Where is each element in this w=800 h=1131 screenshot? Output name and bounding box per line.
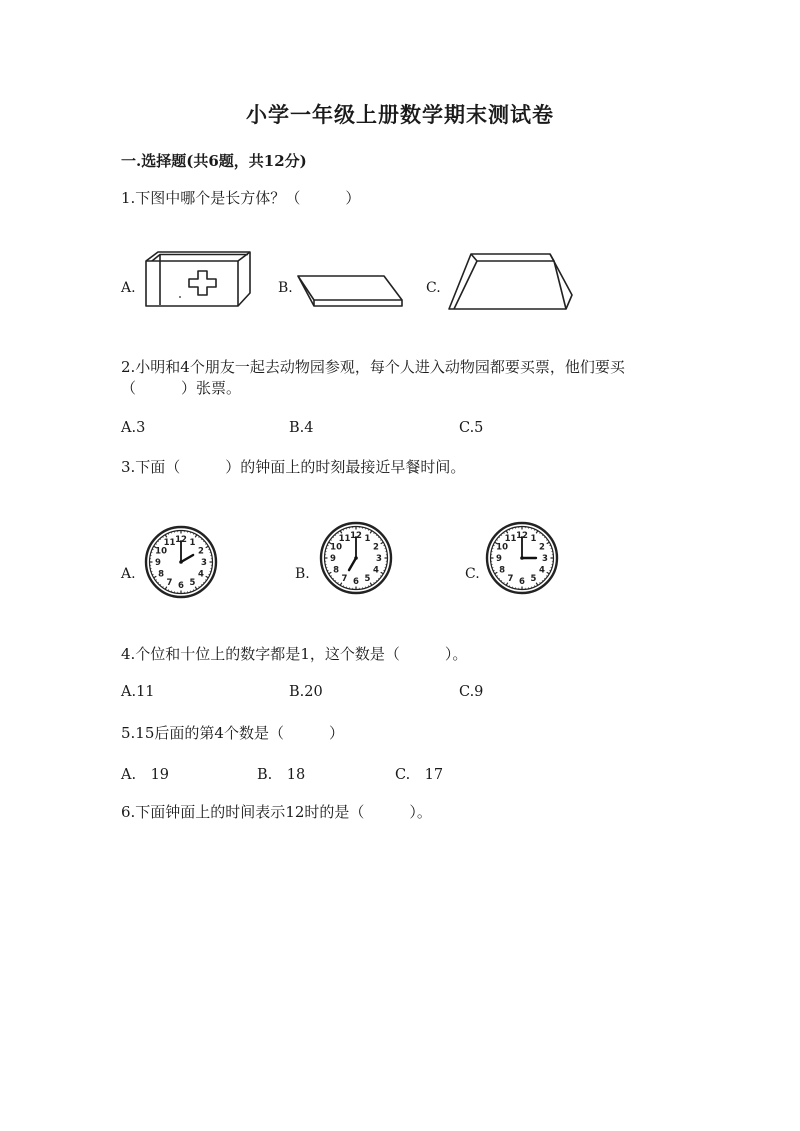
clock-number: 6 — [353, 577, 359, 587]
clock-icon — [320, 522, 392, 594]
clock-number: 8 — [158, 569, 165, 580]
clock-number: 1 — [189, 538, 196, 549]
clock-number: 9 — [155, 558, 161, 568]
q4-option-c: C.9 — [459, 684, 484, 700]
clock-icon — [145, 526, 217, 598]
clock-number: 4 — [538, 565, 545, 576]
clock-number: 7 — [341, 573, 348, 584]
clock-number: 4 — [197, 569, 204, 580]
question-2-line-1: 2.小明和4个朋友一起去动物园参观，每个人进入动物园都要买票，他们要买 — [121, 358, 625, 376]
clock-number: 11 — [338, 534, 351, 545]
clock-number: 2 — [197, 546, 204, 557]
question-2-line-2: （ ）张票。 — [121, 379, 242, 397]
question-2-text — [121, 357, 681, 399]
clock-number: 9 — [496, 554, 502, 564]
clock-number: 9 — [330, 554, 336, 564]
q3-option-c-label: C. — [465, 566, 480, 582]
clock-number: 1 — [530, 534, 537, 545]
question-6-text: 6.下面钟面上的时间表示12时的是（ ）。 — [121, 803, 432, 821]
clock-number: 7 — [507, 573, 514, 584]
question-1-text: 1.下图中哪个是长方体？（ ） — [121, 189, 361, 207]
q3-option-b-label: B. — [295, 566, 310, 582]
question-3-text: 3.下面（ ）的钟面上的时刻最接近早餐时间。 — [121, 458, 466, 476]
clock-number: 7 — [166, 577, 173, 588]
clock-number: 11 — [163, 538, 176, 549]
clock-number: 2 — [372, 542, 379, 553]
clock-number: 6 — [178, 581, 184, 591]
clock-number: 3 — [376, 554, 382, 564]
clock-number: 11 — [504, 534, 517, 545]
q2-option-b: B.4 — [289, 420, 314, 436]
q1-option-a-label: A. — [121, 280, 136, 296]
section-heading: 一.选择题(共6题，共12分) — [121, 152, 307, 170]
wedge-prism-icon — [294, 272, 406, 316]
q4-option-a: A.11 — [121, 684, 155, 700]
q5-option-a: A. 19 — [121, 767, 170, 783]
clock-number: 5 — [189, 577, 196, 588]
clock-number: 12 — [516, 531, 528, 541]
trapezoid-prism-icon — [446, 251, 576, 313]
clock-number: 10 — [330, 542, 343, 553]
q5-option-b: B. 18 — [257, 767, 306, 783]
clock-number: 8 — [499, 565, 506, 576]
q2-option-a: A.3 — [121, 420, 146, 436]
question-5-text: 5.15后面的第4个数是（ ） — [121, 724, 344, 742]
question-4-text: 4.个位和十位上的数字都是1，这个数是（ ）。 — [121, 645, 468, 663]
first-aid-box-icon — [140, 249, 256, 313]
clock-number: 10 — [496, 542, 509, 553]
clock-center-pin — [354, 556, 358, 560]
clock-number: 8 — [333, 565, 340, 576]
clock-number: 3 — [201, 558, 207, 568]
clock-number: 5 — [364, 573, 371, 584]
q5-option-c: C. 17 — [395, 767, 444, 783]
clock-number: 12 — [175, 535, 187, 545]
q2-option-c: C.5 — [459, 420, 484, 436]
clock-number: 6 — [519, 577, 525, 587]
clock-center-pin — [179, 560, 183, 564]
q1-option-b-label: B. — [278, 280, 293, 296]
page-title: 小学一年级上册数学期末测试卷 — [246, 102, 554, 127]
clock-icon — [486, 522, 558, 594]
clock-number: 10 — [155, 546, 168, 557]
q1-option-c-label: C. — [426, 280, 441, 296]
q4-option-b: B.20 — [289, 684, 323, 700]
clock-center-pin — [520, 556, 524, 560]
clock-number: 2 — [538, 542, 545, 553]
clock-number: 4 — [372, 565, 379, 576]
q3-option-a-label: A. — [121, 566, 136, 582]
clock-number: 5 — [530, 573, 537, 584]
clock-number: 1 — [364, 534, 371, 545]
clock-number: 12 — [350, 531, 362, 541]
clock-number: 3 — [542, 554, 548, 564]
